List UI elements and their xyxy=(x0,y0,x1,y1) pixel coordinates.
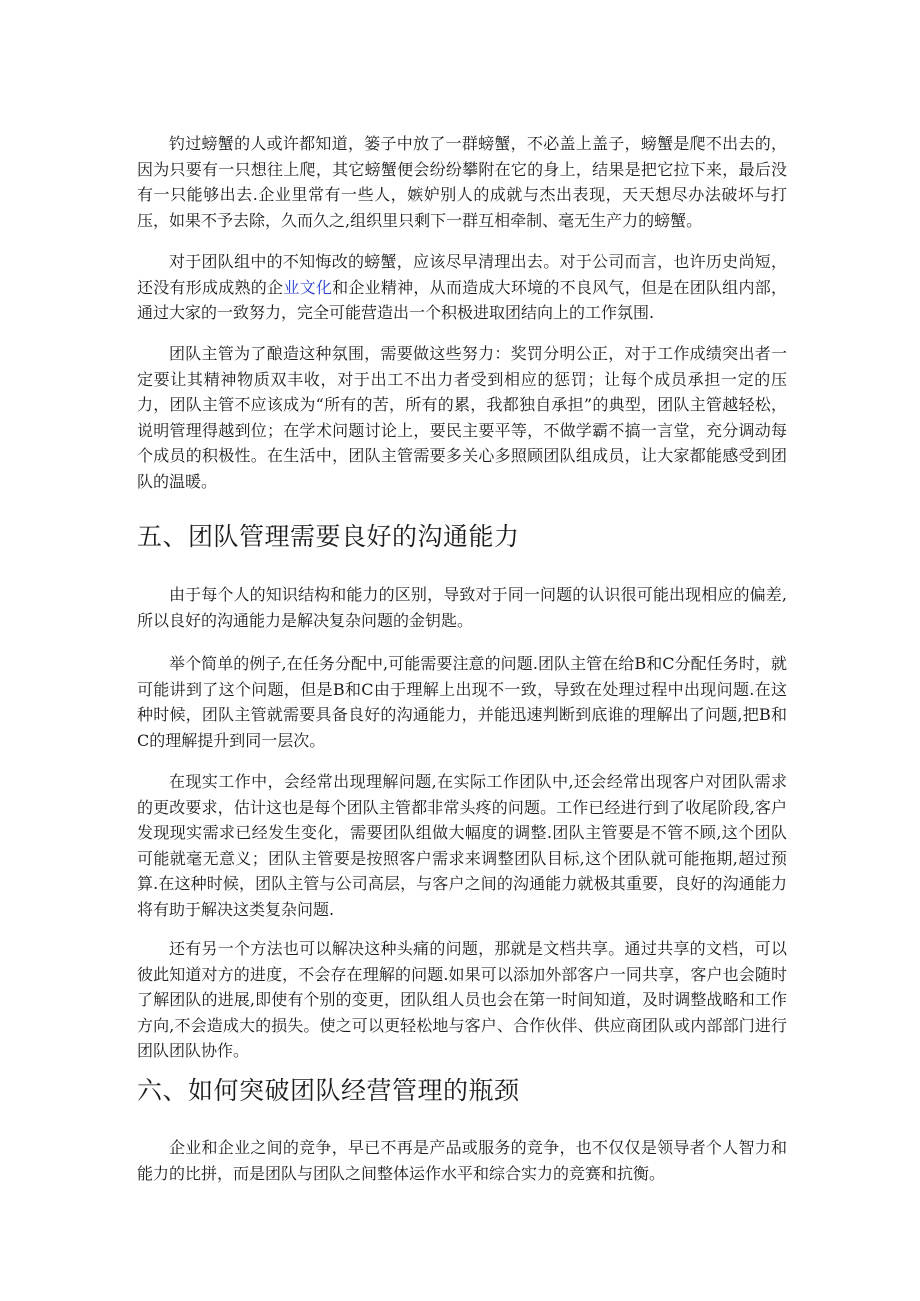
paragraph-crab-story: 钓过螃蟹的人或许都知道，篓子中放了一群螃蟹，不必盖上盖子，螃蟹是爬不出去的，因为只要有一只想往上爬，其它螃蟹便会纷纷攀附在它的身上，结果是把它拉下来，最后没有一只能够出去.企业里常有一些人，嫉妒别人的成就与杰出表现，天天想尽办法破坏与打压，如果不予去除，久而久之,组织里只剩下一群互相牵制、毫无生产力的螃蟹。 xyxy=(137,134,787,230)
paragraph-task-assignment-example: 举个简单的例子,在任务分配中,可能需要注意的问题.团队主管在给B和C分配任务时，就可能讲到了这个问题，但是B和C由于理解上出现不一致，导致在处理过程中出现问题.在这种时候，团队主管就需要具备良好的沟通能力，并能迅速判断到底谁的理解出了问题,把B和C的理解提升到同一层次。 xyxy=(137,654,787,750)
paragraph-remove-crabs xyxy=(137,249,787,326)
paragraph-team-lead-atmosphere: 团队主管为了酿造这种氛围，需要做这些努力：奖罚分明公正，对于工作成绩突出者一定要让其精神物质双丰收，对于出工不出力者受到相应的惩罚；让每个成员承担一定的压力，团队主管不应该成为“所有的苦，所有的累，我都独自承担”的典型，团队主管越轻松，说明管理得越到位；在学术问题讨论上，要民主要平等，不做学霸不搞一言堂，充分调动每个成员的积极性。在生活中，团队主管需要多关心多照顾团队组成员，让大家都能感受到团队的温暖。 xyxy=(137,344,787,491)
paragraph-enterprise-competition: 企业和企业之间的竞争，早已不再是产品或服务的竞争，也不仅仅是领导者个人智力和能力的比拼，而是团队与团队之间整体运作水平和综合实力的竞赛和抗衡。 xyxy=(137,1138,787,1183)
paragraph-knowledge-differences: 由于每个人的知识结构和能力的区别，导致对于同一问题的认识很可能出现相应的偏差,所以良好的沟通能力是解决复杂问题的金钥匙。 xyxy=(137,585,787,630)
section-heading-bottleneck: 六、如何突破团队经营管理的瓶颈 xyxy=(137,1076,520,1105)
paragraph-text: 对于团队组中的不知悔改的螃蟹，应该尽早清理出去。对于公司而言，也许历史尚短，还没有形成成熟的企 xyxy=(137,252,787,297)
paragraph-text: 和企业精神，从而造成大环境的不良风气，但是在团队组内部，通过大家的一致努力，完全可能营造出一个积极进取团结向上的工作氛围. xyxy=(137,277,787,322)
corporate-culture-link[interactable]: 业文化 xyxy=(283,277,333,297)
section-heading-communication: 五、团队管理需要良好的沟通能力 xyxy=(137,522,520,551)
paragraph-document-sharing: 还有另一个方法也可以解决这种头痛的问题，那就是文档共享。通过共享的文档，可以彼此知道对方的进度，不会存在理解的问题.如果可以添加外部客户一同共享，客户也会随时了解团队的进展,即使有个别的变更，团队组人员也会在第一时间知道，及时调整战略和工作方向,不会造成大的损失。使之可以更轻松地与客户、合作伙伴、供应商团队或内部部门进行团队团队协作。 xyxy=(137,939,787,1060)
paragraph-client-requirements: 在现实工作中，会经常出现理解问题,在实际工作团队中,还会经常出现客户对团队需求的更改要求，估计这也是每个团队主管都非常头疼的问题。工作已经进行到了收尾阶段,客户发现现实需求已经发生变化，需要团队组做大幅度的调整.团队主管要是不管不顾,这个团队可能就毫无意义；团队主管要是按照客户需求来调整团队目标,这个团队就可能拖期,超过预算.在这种时候，团队主管与公司高层，与客户之间的沟通能力就极其重要，良好的沟通能力将有助于解决这类复杂问题. xyxy=(137,772,787,919)
